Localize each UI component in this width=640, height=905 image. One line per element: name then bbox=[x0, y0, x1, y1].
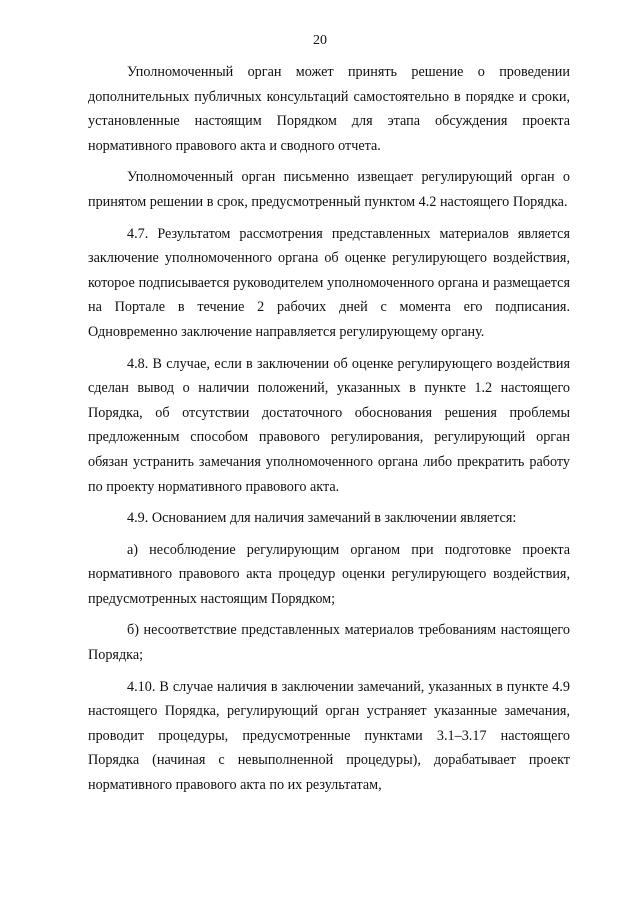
paragraph-4-8: 4.8. В случае, если в заключении об оценке регулирующего воздействия сделан вывод о наличии положений, указанных в пункте 1.2 настоящего Порядка, об отсутствии достаточного обоснования решения проблемы предложенным способом правового регулирования, регулирующий орган обязан устранить замечания уполномоченного органа либо прекратить работу по проекту нормативного правового акта. bbox=[88, 355, 570, 495]
paragraph-4-10: 4.10. В случае наличия в заключении замечаний, указанных в пункте 4.9 настоящего Порядка, регулирующий орган устраняет указанные замечания, проводит процедуры, предусмотренные пунктами 3.1–3.17 настоящего Порядка (начиная с невыполненной процедуры), дорабатывает проект нормативного правового акта по их результатам, bbox=[88, 678, 570, 794]
paragraph-4-9-a: а) несоблюдение регулирующим органом при подготовке проекта нормативного правового акта процедур оценки регулирующего воздействия, предусмотренных настоящим Порядком; bbox=[88, 541, 570, 607]
paragraph-4-9-b: б) несоответствие представленных материалов требованиям настоящего Порядка; bbox=[88, 622, 570, 664]
page-number: 20 bbox=[313, 33, 327, 48]
paragraph-4-7: 4.7. Результатом рассмотрения представленных материалов является заключение уполномоченного органа об оценке регулирующего воздействия, которое подписывается руководителем уполномоченного органа и размещается на Портале в течение 2 рабочих дней с момента его подписания. Одновременно заключение направляется регулирующему органу. bbox=[88, 225, 570, 340]
paragraph-additional-consultations: Уполномоченный орган может принять решение о проведении дополнительных публичных консультаций самостоятельно в порядке и сроки, установленные настоящим Порядком для этапа обсуждения проекта нормативного правового акта и сводного отчета. bbox=[88, 64, 570, 154]
paragraph-4-9: 4.9. Основанием для наличия замечаний в заключении является: bbox=[127, 510, 517, 527]
document-body bbox=[88, 60, 570, 805]
paragraph-notification: Уполномоченный орган письменно извещает регулирующий орган о принятом решении в срок, предусмотренный пунктом 4.2 настоящего Порядка. bbox=[88, 169, 570, 210]
